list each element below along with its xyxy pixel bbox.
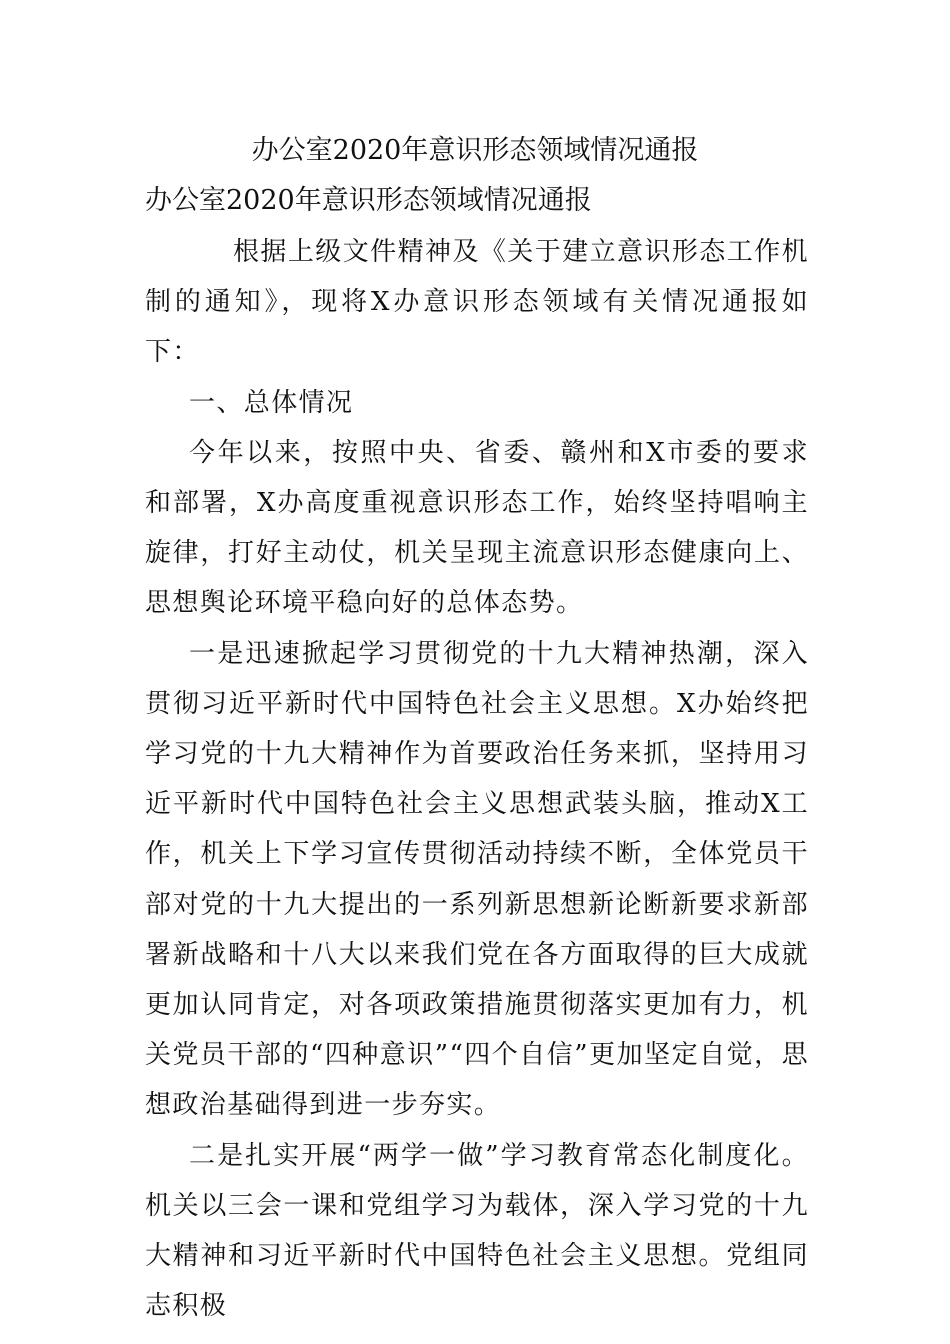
document-title: 办公室2020年意识形态领域情况通报 — [251, 135, 699, 166]
document-subtitle: 办公室2020年意识形态领域情况通报 — [145, 185, 592, 216]
section-heading: 一、总体情况 — [189, 387, 354, 418]
paragraph-point-one: 一是迅速掀起学习贯彻党的十九大精神热潮，深入贯彻习近平新时代中国特色社会主义思想。X办始终把学习党的十九大精神作为首要政治任务来抓，坚持用习近平新时代中国特色社会主义思想武装头脑，推动X工作，机关上下学习宣传贯彻活动持续不断，全体党员干部对党的十九大提出的一系列新思想新论断新要求新部署新战略和十八大以来我们党在各方面取得的巨大成就更加认同肯定，对各项政策措施贯彻落实更加有力，机关党员干部的“四种意识”“四个自信”更加坚定自觉，思想政治基础得到进一步夯实。 — [145, 638, 809, 1121]
document-body — [145, 227, 809, 1331]
paragraph-overview: 今年以来，按照中央、省委、赣州和X市委的要求和部署，X办高度重视意识形态工作，始终坚持唱响主旋律，打好主动仗，机关呈现主流意识形态健康向上、思想舆论环境平稳向好的总体态势。 — [145, 437, 809, 619]
paragraph-intro: 根据上级文件精神及《关于建立意识形态工作机制的通知》，现将X办意识形态领域有关情况通报如下： — [145, 237, 809, 368]
paragraph-point-two: 二是扎实开展“两学一做”学习教育常态化制度化。机关以三会一课和党组学习为载体，深入学习党的十九大精神和习近平新时代中国特色社会主义思想。党组同志积极 — [145, 1140, 809, 1322]
